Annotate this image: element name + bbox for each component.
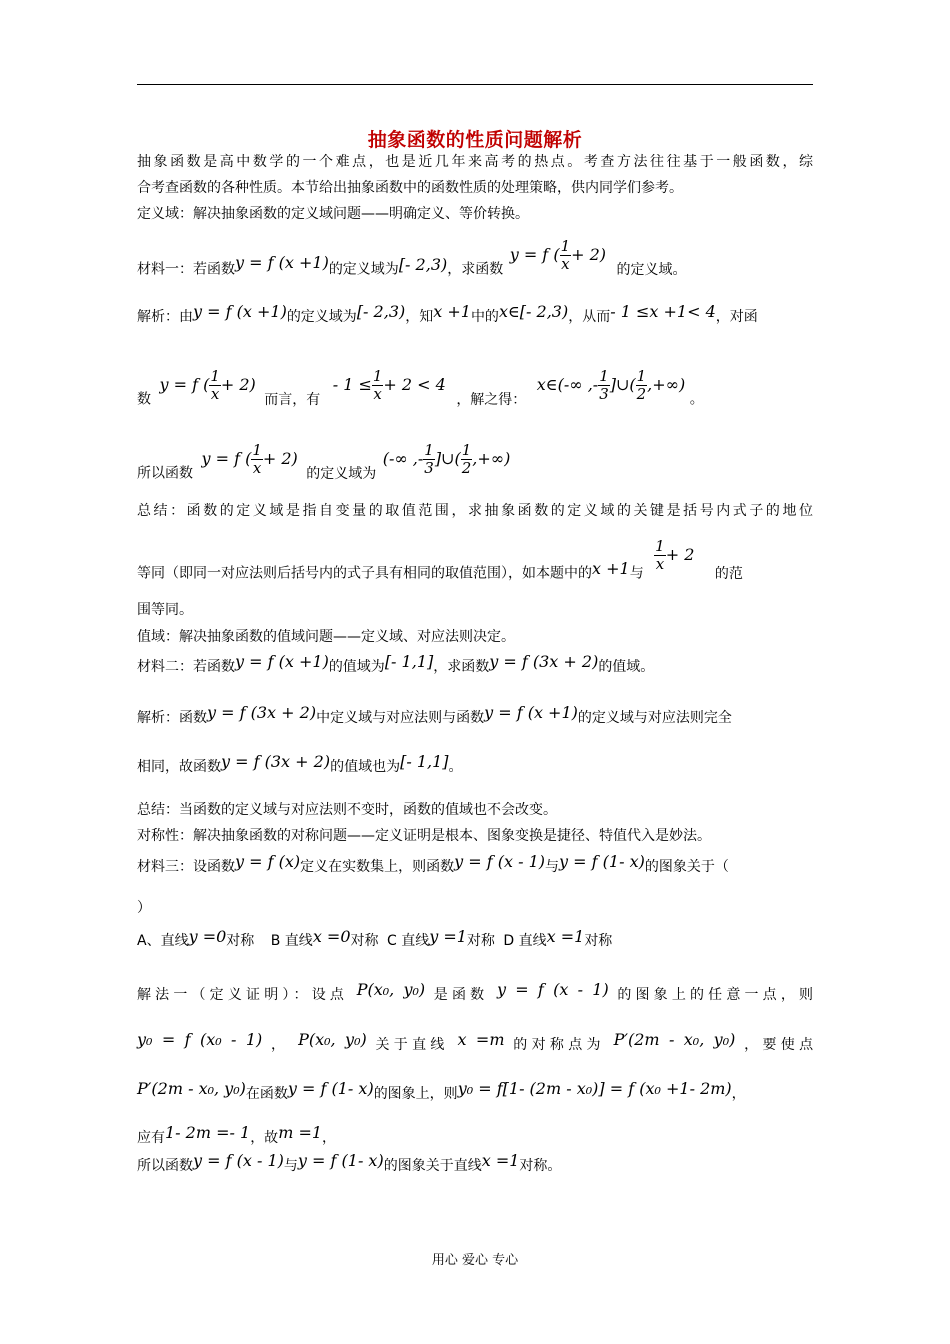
material-three: 材料三：设函数y = f (x)定义在实数集上，则函数y = f (x - 1)与y = f (1- x)的图象关于（ <box>137 852 729 875</box>
domain-summary-line-3: 围等同。 <box>137 602 193 618</box>
domain-summary-line-2: 等同（即同一对应法则后括号内的式子具有相同的取值范围），如本题中的x +1与 $\frac{1}{x}$ + 2 的范 <box>137 537 743 582</box>
range-heading: 值域：解决抽象函数的值域问题——定义域、对应法则决定。 <box>137 629 515 645</box>
header-rule <box>137 84 813 85</box>
analysis-two-line-1: 解析：函数y = f (3x + 2)中定义域与对应法则与函数y = f (x +1)的定义域与对应法则完全 <box>137 703 732 726</box>
solution-line-1: 解法一（定义证明）：设点 P(x₀, y₀) 是函数 y = f (x - 1) 的图象上的任意一点，则 <box>137 980 814 1003</box>
analysis-one-line-2: 数 y = f ( $\frac{1}{x}$ + 2) 而言，有 - 1 ≤ $\frac{1}{x}$ + 2 < 4 ，解之得： x∈(-∞ ,- $\frac{1}{3}$ ]∪( $\frac{1}{2}$ ,+∞) 。 <box>137 367 704 408</box>
material-three-close: ） <box>137 900 151 916</box>
option-c: C 直线y =1对称 <box>386 927 495 949</box>
domain-conclusion: 所以函数 y = f ( $\frac{1}{x}$ + 2) 的定义域为 (-∞ ,- $\frac{1}{3}$ ]∪( $\frac{1}{2}$ ,+∞) <box>137 441 511 482</box>
page-footer: 用心 爱心 专心 <box>431 1253 519 1268</box>
solution-line-2: y₀ = f (x₀ - 1) ， P(x₀, y₀) 关于直线 x =m 的对称点为 P′(2m - x₀, y₀) ，要使点 <box>137 1030 814 1053</box>
domain-heading: 定义域：解决抽象函数的定义域问题——明确定义、等价转换。 <box>137 206 529 222</box>
math-f-recip: y = f ( $\frac{1}{x}$ + 2) <box>509 237 607 273</box>
range-summary: 总结：当函数的定义域与对应法则不变时，函数的值域也不会改变。 <box>137 802 557 818</box>
material-two: 材料二：若函数y = f (x +1)的值域为[- 1,1]，求函数y = f (3x + 2)的值域。 <box>137 652 655 675</box>
intro-line-1: 抽象函数是高中数学的一个难点，也是近几年来高考的热点。考查方法往往基于一般函数，综 <box>137 154 813 170</box>
page-title: 抽象函数的性质问题解析 <box>367 129 583 151</box>
domain-summary-line-1: 总结：函数的定义域是指自变量的取值范围，求抽象函数的定义域的关键是括号内式子的地位 <box>137 503 813 519</box>
symmetry-heading: 对称性：解决抽象函数的对称问题——定义证明是根本、图象变换是捷径、特值代入是妙法。 <box>137 828 711 844</box>
option-a: A、直线y =0对称 <box>137 927 255 949</box>
solution-line-4: 应有1- 2m =- 1，故m =1， <box>137 1123 337 1146</box>
analysis-two-line-2: 相同，故函数y = f (3x + 2)的值域也为[- 1,1]。 <box>137 752 463 775</box>
option-b: B 直线x =0对称 <box>270 927 379 949</box>
option-d: D 直线x =1对称 <box>503 927 613 949</box>
solution-line-5: 所以函数y = f (x - 1)与y = f (1- x)的图象关于直线x =1对称。 <box>137 1151 562 1174</box>
analysis-one-line-1: 解析：由y = f (x +1)的定义域为[- 2,3)，知x +1中的x∈[- 2,3)，从而- 1 ≤x +1< 4，对函 <box>137 302 758 325</box>
material-one: 材料一：若函数y = f (x +1)的定义域为[- 2,3)，求函数 y = f ( $\frac{1}{x}$ + 2) 的定义域。 <box>137 237 687 278</box>
math-interval: [- 2,3) <box>398 254 448 274</box>
intro-line-2: 合考查函数的各种性质。本节给出抽象函数中的函数性质的处理策略，供内同学们参考。 <box>137 180 683 196</box>
solution-line-3: P′(2m - x₀, y₀)在函数y = f (1- x)的图象上，则y₀ = f[1- (2m - x₀)] = f (x₀ +1- 2m)， <box>137 1079 746 1102</box>
choice-options <box>137 927 613 951</box>
math-f-x-plus-1: y = f (x +1) <box>235 252 329 272</box>
